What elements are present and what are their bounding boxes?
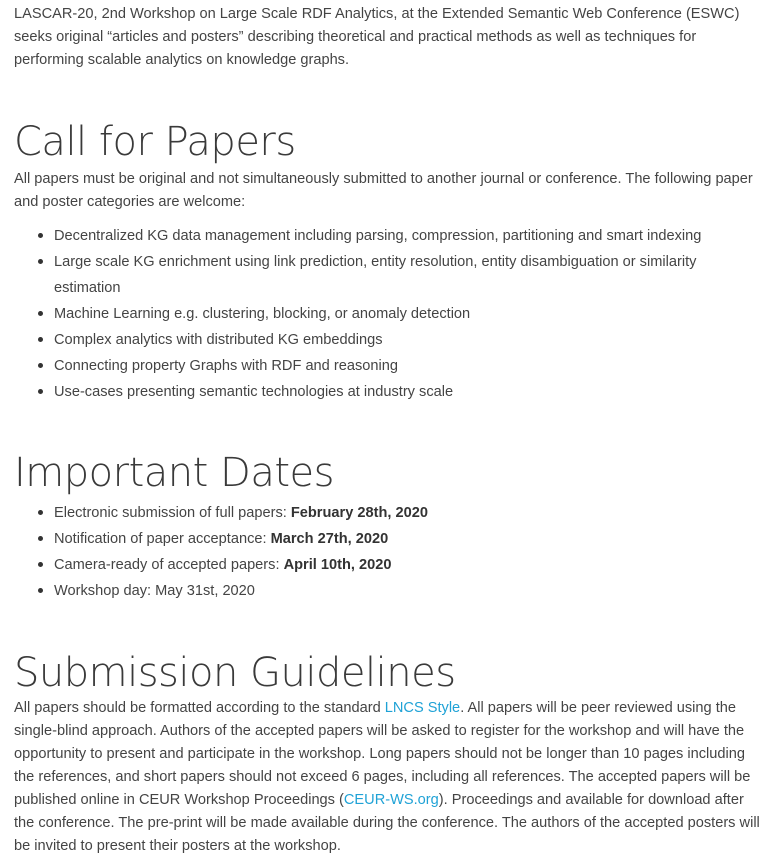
- list-item: Complex analytics with distributed KG embeddings: [54, 327, 765, 353]
- intro-paragraph: LASCAR-20, 2nd Workshop on Large Scale RDF Analytics, at the Extended Semantic Web Conference (ESWC) seeks original “articles and posters” describing theoretical and practical methods as well as techniques for performing scalable analytics on knowledge graphs.: [14, 6, 740, 68]
- date-item: [54, 552, 765, 578]
- date-value: March 27th, 2020: [270, 531, 389, 547]
- important-dates-heading: Important Dates: [14, 450, 334, 496]
- dates-list: [14, 500, 765, 604]
- date-label: Camera-ready of accepted papers:: [54, 557, 284, 573]
- lncs-style-link[interactable]: LNCS Style: [384, 700, 461, 716]
- list-item: Use-cases presenting semantic technologies at industry scale: [54, 379, 765, 405]
- guidelines-text-part-3: ). Proceedings and available for download after the conference. The pre-print will be made available during the conference. The authors of the accepted posters will be invited to present their posters at the workshop.: [14, 792, 760, 854]
- date-value: February 28th, 2020: [290, 505, 428, 521]
- list-item: Machine Learning e.g. clustering, blocking, or anomaly detection: [54, 301, 765, 327]
- call-for-papers-heading: Call for Papers: [14, 119, 296, 165]
- call-for-papers-text: All papers must be original and not simultaneously submitted to another journal or conference. The following paper and poster categories are welcome:: [14, 171, 753, 210]
- guidelines-text-part-1: All papers should be formatted according to the standard: [14, 700, 385, 716]
- ceur-ws-link[interactable]: CEUR-WS.org: [343, 792, 439, 808]
- list-item: Decentralized KG data management including parsing, compression, partitioning and smart indexing: [54, 223, 765, 249]
- list-item: Connecting property Graphs with RDF and reasoning: [54, 353, 765, 379]
- submission-guidelines-text: [14, 697, 765, 858]
- date-item: [54, 526, 765, 552]
- date-label: Workshop day: May 31st, 2020: [54, 583, 255, 599]
- list-item: Large scale KG enrichment using link prediction, entity resolution, entity disambiguation or similarity estimation: [54, 249, 765, 301]
- date-item: [54, 500, 765, 526]
- date-label: Electronic submission of full papers:: [54, 505, 291, 521]
- date-label: Notification of paper acceptance:: [54, 531, 271, 547]
- date-item: [54, 578, 765, 604]
- date-value: April 10th, 2020: [283, 557, 392, 573]
- submission-guidelines-heading: Submission Guidelines: [14, 650, 456, 696]
- topics-list: [14, 223, 765, 405]
- guidelines-text-part-2: . All papers will be peer reviewed using the single-blind approach. Authors of the accepted papers will be asked to register for the workshop and will have the opportunity to present and participate in the workshop. Long papers should not be longer than 10 pages including the references, and short papers should not exceed 6 pages, including all references. The accepted papers will be published online in CEUR Workshop Proceedings (: [14, 700, 751, 808]
